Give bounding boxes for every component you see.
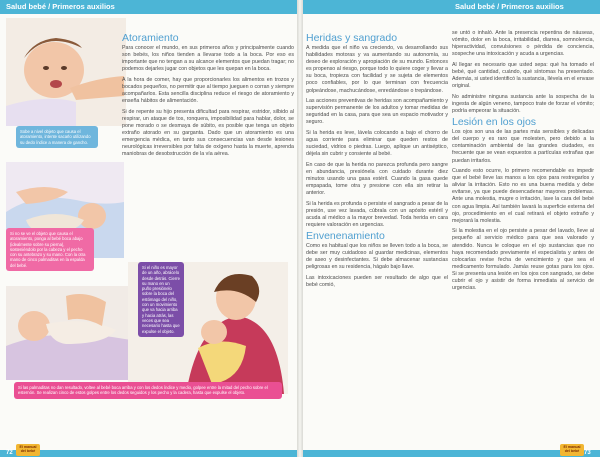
- book-gutter: [297, 0, 303, 457]
- left-page-number: 72: [6, 450, 13, 456]
- note-chest-strikes: Si las palmaditas no dan resultado, voltee al bebé boca arriba y con los dedos índice y medio, golpee entre la mitad del pecho sobre el esternón. Se realizan cinco de estos golpes entre los dedos seguidos y los pecho y la cadera, hasta que expulse el objeto.: [14, 382, 282, 399]
- wounds-paragraph-5: Si la herida es profunda o persiste el sangrado a pesar de la presión, use vez lavada, cúbrala con un apósito estéril y acuda al médico a la mayor brevedad. Toda herida en cara requiere valoración en urgencias.: [306, 200, 448, 229]
- eyes-paragraph-3: Si la molestia en el ojo persiste a pesar del lavado, lleve al pequeño al servicio médico para que sea valorado y atendido. Nunca le coloque en el ojo sustancias que no haya recomendado previamente el especialista y antes de colocarlas revise fecha de vencimiento y que sea el medicamento formulado. Jamás reuse gotas para los ojos. Si se presenta una lesión en los ojos con sangrado, se debe cubrir el ojo y asistir de forma inmediata al servicio de urgencias.: [452, 228, 594, 292]
- poison-paragraph-3: se untó o inhaló. Ante la presencia repentina de náuseas, vómito, dolor en la boca, irritabilidad, diarrea, somnolencia, hiperactividad, convulsiones o pérdida de conciencia, sospeche una intoxicación y acuda a urgencias.: [452, 30, 594, 58]
- eyes-paragraph-2: Cuando esto ocurre, lo primero recomendable es impedir que el bebé lleve las manos a los ojos para restregarlos y aliviar la irritación. Esto no es una buena medida y debe evitarse, ya que puede desencadenar mayores problemas. Ante una molestia, mugre o irritación, lave la cara del bebé con agua limpia. Así también lavará la superficie externa del ojo, procedimiento en el cual retirará el objeto extraño y mejorará la molestia.: [452, 168, 594, 224]
- eyes-paragraph-1: Los ojos son una de las partes más sensibles y delicadas del cuerpo y es raro que molesten, pero debido a la contaminación ambiental de las grandes ciudades, es frecuente que se vean expuestos a partículas extrañas que puedan irritarlos.: [452, 129, 594, 164]
- poison-paragraph-4: Al llegar es necesario que usted sepa: qué ha tomado el bebé, qué cantidad, cuándo, qué síntomas ha presentado. Además, si usted identificó la sustancia, llévela en el envase original.: [452, 61, 594, 90]
- wounds-paragraph-2: Las acciones preventivas de heridas son acompañamiento y supervisión permanente de los adultos y tomar medidas de seguridad en la casa, para que sea un espacio motivador y seguro.: [306, 98, 448, 126]
- left-header: [0, 0, 297, 14]
- note-back-blows: Si no se ve el objeto que causa el atoramiento, ponga al bebé boca abajo (idealmente sobre su pierna), sosteniéndolo por la cabeza y el pecho con su antebrazo y su mano. Con la otra mano de cinco palmaditas en la espalda del bebé.: [6, 228, 94, 271]
- chest-thrusts-drawing: [6, 286, 131, 380]
- book-logo-left: El manual del bebé: [16, 444, 40, 456]
- right-title-eyes: Lesión en los ojos: [452, 116, 537, 129]
- left-paragraph-3: Si de repente su hijo presenta dificultad para respirar, estridor, silbido al respirar, un ataque de tos, ronquera, imposibilidad para hablar, dolor, se pone morado o se desmaya de súbito, es posible que tenga un objeto extraño atorado en su garganta. Dado que un atoramiento es una emergencia médica, en tanto sus consecuencias van desde lesiones neurológicas irreversibles por falta de oxígeno hasta la muerte, aprenda maniobras de desobstrucción de la vía aérea.: [122, 108, 294, 158]
- poison-paragraph-1: Como es habitual que los niños se lleven todo a la boca, se debe ser muy cuidadoso al guardar medicinas, elementos de aseo y desinfectantes. Si debe almacenar sustancias peligrosas en su residencia, hágalo bajo llave.: [306, 242, 448, 271]
- right-header: [303, 0, 600, 14]
- note-finger-sweep: Sobe a nivel objeto que causa el atoramiento, intente sacarlo utilizando su dedo índice a manera de gancho.: [16, 126, 98, 148]
- note-heimlich: Si el niño es mayor de un año, abrácelo desde detrás. Cierre su mano en un puño presiónelo sobre la boca del estómago del niño, con un movimiento que va hacia arriba y hacia atrás, las veces que sea necesario hasta que expulse el objeto.: [138, 262, 184, 337]
- poison-paragraph-2: Las intoxicaciones pueden ser resultado de algo que el bebé comió,: [306, 274, 448, 288]
- right-column-2: [452, 30, 594, 296]
- right-title-wounds: Heridas y sangrado: [306, 32, 398, 44]
- illustration-chest-thrusts: [6, 286, 131, 380]
- wounds-paragraph-3: Si la herida es leve, lávela colocando a bajo el chorro de agua corriente para eliminar que queden restos de suciedad, vidrios o piedras. Luego, aplique un antiséptico, déjela sin cubrir y consiente al bebé.: [306, 130, 448, 158]
- illustration-finger-sweep: [6, 18, 126, 126]
- right-header-title: Salud bebé / Primeros auxilios: [455, 2, 564, 11]
- left-column: [122, 45, 294, 162]
- right-column-1: [306, 45, 448, 292]
- left-paragraph-1: Para conocer el mundo, en sus primeros años y principalmente cuando son bebés, los niños tienden a llevarse todo a la boca. Por eso es importante que no tengan a su alcance elementos que puedan tragar; no podemos dejarles jugar con objetos que les quepan en la boca.: [122, 45, 294, 73]
- left-footer-band: [0, 450, 297, 457]
- wounds-paragraph-1: A medida que el niño va creciendo, va desarrollando sus habilidades motoras y va aumentando su autonomía, su deseo de exploración y apropiación de su mundo. Entonces es propenso al riesgo, porque todo lo quiere coger y llevar a su boca, tropieza con facilidad y se sujeta de elementos poco confiables, por lo que terminan con frecuencia golpeándose, machucándose, enredándose o trepándose.: [306, 45, 448, 94]
- right-title-poisoning: Envenenamiento: [306, 229, 385, 242]
- left-section-title: Atoramiento: [122, 32, 179, 44]
- left-header-title: Salud bebé / Primeros auxilios: [6, 2, 115, 11]
- poison-paragraph-5: No administre ninguna sustancia ante la sospecha de la ingesta de algún veneno, tampoco trate de forzar el vómito; podría empeorar la situación.: [452, 93, 594, 114]
- wounds-paragraph-4: En caso de que la herida no parezca profunda pero sangre en abundancia, presiónela con cuidado durante diez minutos usando una gasa estéril. Cuando la gasa quede empapada, tome otra y presione con ella sin retirar la anterior.: [306, 161, 448, 197]
- left-paragraph-2: A la hora de comer, hay que proporcionarles los alimentos en trozos y bocados pequeños, no permitir que al tiempo jueguen o corran y siempre acompañarlos. Esta sencilla disciplina reduce el riesgo de atoramiento y enseña hábitos de alimentación.: [122, 76, 294, 105]
- right-footer-band: [303, 450, 600, 457]
- finger-sweep-drawing: [6, 18, 126, 126]
- right-page-number: 73: [584, 450, 591, 456]
- book-logo-right: El manual del bebé: [560, 444, 584, 456]
